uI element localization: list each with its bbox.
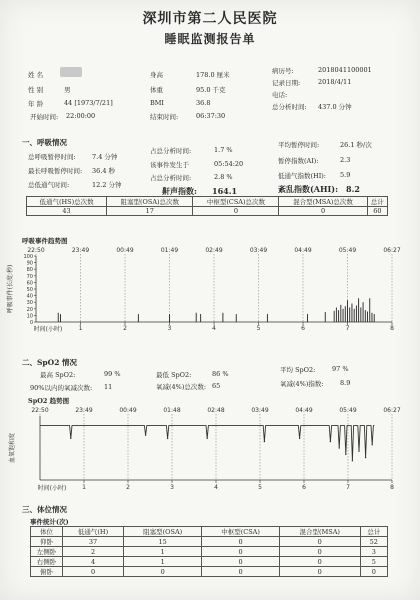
table-header: 低通气(HS)总次数 xyxy=(27,197,107,207)
spo2-section-title: 二、SpO2 情况 xyxy=(22,358,78,367)
resp-section-title: 一、呼吸情况 xyxy=(22,138,67,147)
resp-label-2: 占总分析时间: xyxy=(150,147,192,155)
y-tick-label: 30 xyxy=(26,300,33,307)
time-label: 00:49 xyxy=(119,407,137,414)
x-tick-label: 6 xyxy=(301,325,305,332)
table-cell: 15 xyxy=(124,537,202,547)
table-cell: 0 xyxy=(202,557,280,567)
table-cell: 3 xyxy=(360,547,387,557)
time-label: 22:50 xyxy=(31,407,49,414)
odi-index-value: 8.9 xyxy=(340,379,351,387)
resp-value-4: 36.4 秒 xyxy=(92,167,116,175)
time-label: 22:50 xyxy=(27,247,45,254)
time-label: 05:49 xyxy=(339,407,357,414)
table-cell: 43 xyxy=(27,207,107,216)
spo2-dip-point xyxy=(145,435,146,436)
resp-label-4: 最长呼吸暂停时间: xyxy=(28,167,83,175)
resp-value-5: 05:54:20 xyxy=(214,160,244,168)
bmi-value: 36.8 xyxy=(196,99,211,107)
time-label: 02:48 xyxy=(207,407,225,414)
spo2-dip-point xyxy=(264,441,265,442)
table-row xyxy=(31,557,388,567)
x-tick-label: 4 xyxy=(214,484,218,491)
resp-label-5: 该事件发生于 xyxy=(150,161,189,169)
table-cell: 5 xyxy=(360,557,387,567)
phone-label: 电话: xyxy=(272,91,288,99)
spo2-avg-value: 97 % xyxy=(332,365,349,373)
table-cell: 60 xyxy=(367,207,387,216)
y-tick-label: 50 xyxy=(26,287,33,293)
table-header: 总计 xyxy=(367,197,387,207)
resp-value-1: 7.4 分钟 xyxy=(92,153,118,161)
spo2-max-label: 最高 SpO2: xyxy=(40,371,76,379)
resp-label-1: 总呼吸暂停时间: xyxy=(28,153,76,161)
time-label: 02:49 xyxy=(205,247,223,254)
x-tick-label: 6 xyxy=(302,484,306,491)
height-value: 178.0 厘米 xyxy=(196,71,230,79)
x-axis-label: 时间(小时) xyxy=(37,485,67,492)
table-cell: 0 xyxy=(279,557,360,567)
snore-index-label: 鼾声指数: xyxy=(162,186,197,196)
table-cell: 52 xyxy=(360,537,387,547)
record-value: 2018041100001 xyxy=(318,66,372,74)
time-label: 06:27 xyxy=(383,407,401,414)
spo2-dip-point xyxy=(70,438,71,439)
spo2-dip-point xyxy=(358,451,359,452)
time-label: 03:49 xyxy=(249,247,268,254)
table-cell: 1 xyxy=(124,557,202,567)
table-header: 阻塞型(OSA) xyxy=(124,527,202,537)
x-tick-label: 5 xyxy=(258,484,262,491)
record-label: 病历号: xyxy=(272,67,294,75)
y-axis-label: 呼吸事件(长度:秒) xyxy=(7,264,14,314)
snore-index-value: 164.1 xyxy=(212,186,238,196)
x-axis-label: 时间(小时) xyxy=(33,326,63,333)
y-tick-label: 20 xyxy=(26,306,33,313)
position-subtitle: 事件统计(次) xyxy=(30,518,69,526)
spo2-line xyxy=(40,426,374,461)
resp-value-9: 5.9 xyxy=(340,171,351,179)
resp-value-2: 1.7 % xyxy=(214,146,233,154)
resp-label-9: 低通气指数(HI): xyxy=(278,172,326,180)
table-cell: 0 xyxy=(202,567,280,577)
y-tick-label: 70 xyxy=(26,273,33,280)
name-label: 姓 名 xyxy=(28,71,44,79)
x-tick-label: 2 xyxy=(126,484,130,491)
time-label: 01:48 xyxy=(163,407,181,414)
end-label: 结束时间: xyxy=(150,113,179,121)
x-tick-label: 5 xyxy=(256,325,261,332)
spo2-dip-point xyxy=(299,438,300,439)
gender-label: 性 别 xyxy=(28,86,44,94)
spo2-min-value: 86 % xyxy=(212,370,229,378)
position-section-title: 三、体位情况 xyxy=(22,505,67,514)
spo2-dip-point xyxy=(207,438,208,439)
weight-label: 体重 xyxy=(150,86,163,94)
table-row xyxy=(27,207,388,216)
date-value: 2018/4/11 xyxy=(318,78,352,86)
spo2-dip-point xyxy=(365,457,366,458)
end-value: 06:37:30 xyxy=(196,112,226,120)
time-label: 04:49 xyxy=(294,247,312,254)
table-row xyxy=(31,547,388,557)
table-header: 中枢型(CSA)总次数 xyxy=(193,197,279,207)
table-cell: 1 xyxy=(124,547,202,557)
resp-value-6: 2.3 xyxy=(340,156,351,164)
spo2-dip-point xyxy=(330,441,331,442)
age-value: 44 [1973/7/21] xyxy=(64,99,113,107)
time-label: 23:49 xyxy=(71,247,90,254)
table-cell: 2 xyxy=(63,547,124,557)
table-header: 总计 xyxy=(360,527,387,537)
table-cell: 17 xyxy=(107,207,193,216)
table-cell: 右侧卧 xyxy=(31,557,63,567)
table-header: 混合型(MSA)总次数 xyxy=(279,197,367,207)
table-cell: 0 xyxy=(63,567,124,577)
time-label: 01:49 xyxy=(160,247,179,254)
table-cell: 0 xyxy=(279,207,367,216)
x-tick-label: 2 xyxy=(123,325,127,332)
total-label: 总分析时间: xyxy=(272,103,307,111)
table-cell: 0 xyxy=(202,547,280,557)
start-value: 22:00:00 xyxy=(66,112,96,120)
y-tick-label: 100 xyxy=(23,254,33,260)
time-label: 00:49 xyxy=(116,247,134,254)
table-cell: 0 xyxy=(279,567,360,577)
y-tick-label: 80 xyxy=(26,267,33,274)
table-cell: 仰卧 xyxy=(31,537,63,547)
table-header: 低通气(H) xyxy=(63,527,124,537)
spo2-min-label: 最低 SpO2: xyxy=(156,371,192,379)
spo2-dip-point xyxy=(339,447,340,448)
spo2-max-value: 99 % xyxy=(104,370,121,378)
x-tick-label: 8 xyxy=(390,484,394,491)
height-label: 身高 xyxy=(150,71,163,79)
table-cell: 0 xyxy=(202,537,280,547)
ahi-value: 8.2 xyxy=(346,184,360,194)
table-cell: 0 xyxy=(193,207,279,216)
resp-event-chart xyxy=(0,244,420,334)
gender-value: 男 xyxy=(64,86,71,94)
resp-events-table xyxy=(26,196,388,216)
date-label: 记录日期: xyxy=(272,79,301,87)
spo2-dip-point xyxy=(167,438,168,439)
table-header: 体位 xyxy=(31,527,63,537)
resp-label-6: 暂停指数(AI): xyxy=(278,157,319,165)
bmi-label: BMI xyxy=(150,99,164,107)
table-cell: 俯卧 xyxy=(31,567,63,577)
y-tick-label: 10 xyxy=(26,313,33,320)
table-row xyxy=(27,197,388,207)
resp-value-3: 26.1 秒/次 xyxy=(340,141,372,149)
position-table xyxy=(30,526,388,577)
table-row xyxy=(31,567,388,577)
spo2-trend-title: SpO2 趋势图 xyxy=(28,397,70,405)
odi-total-value: 65 xyxy=(212,382,221,390)
spo2-below90-label: 90%以内的氧减次数: xyxy=(30,384,93,392)
redacted-name xyxy=(60,67,82,77)
x-tick-label: 3 xyxy=(170,484,174,491)
x-tick-label: 7 xyxy=(346,484,350,491)
age-label: 年 龄 xyxy=(28,100,44,108)
table-header: 混合型(MSA) xyxy=(279,527,360,537)
spo2-dip-point xyxy=(345,454,346,455)
total-value: 437.0 分钟 xyxy=(318,103,352,111)
resp-value-8: 2.8 % xyxy=(214,173,233,181)
spo2-dip-point xyxy=(372,444,373,445)
weight-value: 95.0 千克 xyxy=(196,86,226,94)
y-tick-label: 90 xyxy=(26,260,33,267)
x-tick-label: 7 xyxy=(345,325,350,332)
spo2-trend-chart xyxy=(0,404,420,496)
table-cell: 左侧卧 xyxy=(31,547,63,557)
y-axis-label: 血氧饱和度 xyxy=(9,432,16,464)
x-tick-label: 1 xyxy=(78,325,83,332)
resp-label-7: 总低通气时间: xyxy=(28,181,70,189)
x-tick-label: 4 xyxy=(212,325,216,332)
ahi-label: 紊乱指数(AHI): xyxy=(278,184,339,194)
time-label: 06:27 xyxy=(383,247,401,254)
y-tick-label: 60 xyxy=(26,280,33,287)
table-cell: 4 xyxy=(63,557,124,567)
time-label: 05:49 xyxy=(338,247,357,254)
resp-label-8: 占总分析时间: xyxy=(150,174,192,182)
spo2-dip-point xyxy=(352,460,353,461)
time-label: 23:49 xyxy=(75,407,93,414)
table-cell: 37 xyxy=(63,537,124,547)
spo2-below90-value: 11 xyxy=(104,383,113,391)
time-label: 03:49 xyxy=(251,407,269,414)
hospital-name: 深圳市第二人民医院 xyxy=(142,11,278,27)
table-row xyxy=(31,527,388,537)
y-tick-label: 0 xyxy=(29,320,33,326)
resp-label-3: 平均暂停时间: xyxy=(278,141,320,149)
table-cell: 0 xyxy=(279,547,360,557)
odi-index-label: 氧减(4%)指数: xyxy=(280,380,324,388)
y-tick-label: 40 xyxy=(26,293,33,300)
x-tick-label: 8 xyxy=(390,325,394,332)
resp-trend-title: 呼吸事件趋势图 xyxy=(22,237,68,245)
x-tick-label: 1 xyxy=(82,484,86,491)
start-label: 开始时间: xyxy=(30,113,59,121)
table-header: 中枢型(CSA) xyxy=(202,527,280,537)
odi-total-label: 氧减(4%)总次数: xyxy=(156,383,207,391)
table-cell: 0 xyxy=(124,567,202,577)
table-row xyxy=(31,537,388,547)
x-tick-label: 3 xyxy=(167,325,172,332)
time-label: 04:49 xyxy=(295,407,313,414)
table-cell: 0 xyxy=(360,567,387,577)
table-header: 阻塞型(OSA)总次数 xyxy=(107,197,193,207)
table-cell: 0 xyxy=(279,537,360,547)
report-title: 睡眠监测报告单 xyxy=(164,32,256,46)
spo2-avg-label: 平均 SpO2: xyxy=(280,366,316,374)
resp-value-7: 12.2 分钟 xyxy=(92,181,122,189)
